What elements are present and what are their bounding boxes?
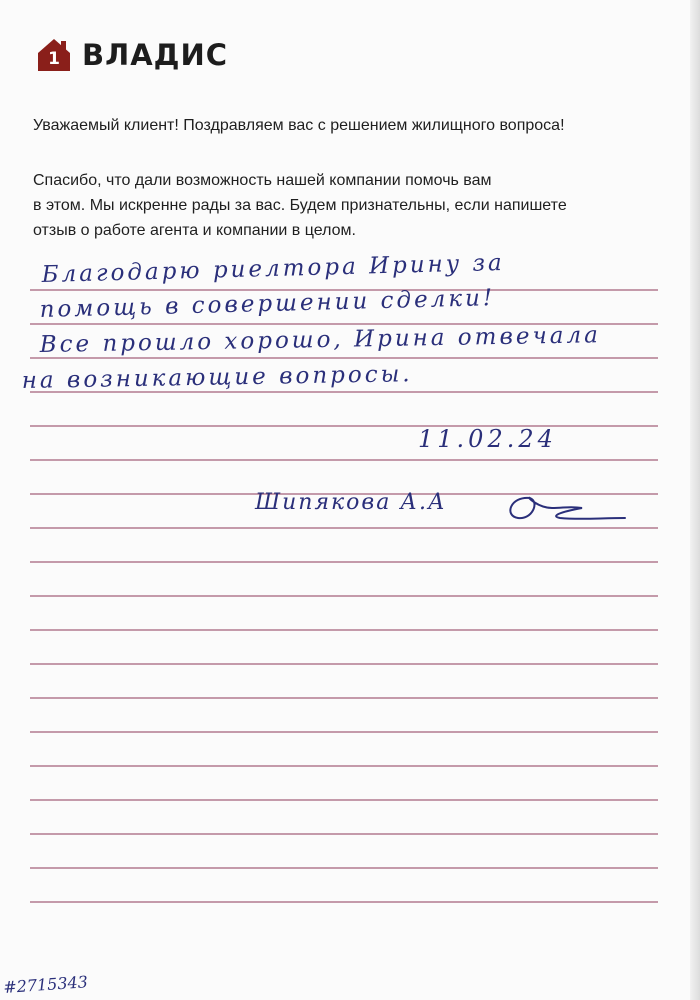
- greeting-text: Уважаемый клиент! Поздравляем вас с решением жилищного вопроса!: [33, 117, 565, 134]
- review-date: 11.02.24: [418, 425, 557, 453]
- review-line: Благодарю риелтора Ирину за: [41, 249, 505, 288]
- review-line: на возникающие вопросы.: [21, 361, 413, 394]
- review-line: помощь в совершении сделки!: [39, 285, 496, 323]
- brand-name: ВЛАДИС: [82, 38, 229, 72]
- intro-line: отзыв о работе агента и компании в целом.: [33, 222, 356, 239]
- intro-line: Спасибо, что дали возможность нашей компании помочь вам: [33, 172, 492, 189]
- intro-line: в этом. Мы искренне рады за вас. Будем признательны, если напишете: [33, 197, 567, 214]
- signature-scribble: [500, 488, 630, 528]
- review-author: Шипякова А.А: [255, 490, 447, 515]
- handwritten-number: #2715343: [2, 972, 89, 997]
- review-line: Все прошло хорошо, Ирина отвечала: [39, 322, 602, 358]
- logo-digit: 1: [48, 49, 60, 69]
